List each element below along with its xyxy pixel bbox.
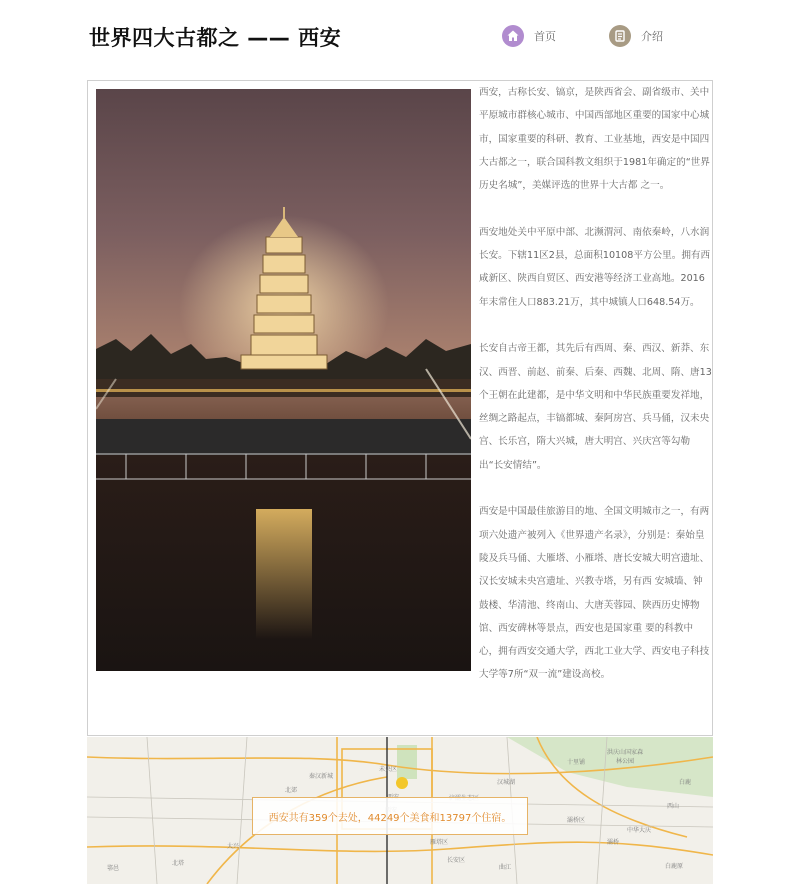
map-label: 西山 [667,803,680,810]
map-label: 灞桥区 [567,817,586,824]
map-label: 大兴 [227,843,240,850]
nav-home[interactable] [502,24,556,48]
map-label: 鄠邑 [107,865,120,872]
page-title: 世界四大古都之 —— 西安 [89,26,342,50]
document-icon [609,25,631,47]
map-label: 灞桥 [607,839,620,846]
map-label: 白鹿原 [665,863,684,870]
map-label: 雁塔区 [430,839,449,846]
nav-home-label: 首页 [534,30,556,43]
article-paragraph: 长安自古帝王都，其先后有西周、秦、西汉、新莽、东汉、西晋、前赵、前秦、后秦、西魏、北周、隋、唐13个王朝在此建都，是中华文明和中华民族重要发祥地，丝绸之路起点，丰镐都城、秦阿房宫、兵马俑，汉未央宫、长乐宫，隋大兴城，唐大明宫、兴庆宫等勾勒出“长安情结”。 [479,343,712,471]
map-label: 中华大庆 [627,827,652,834]
map-label: 十里铺 [567,759,586,766]
article-paragraph: 西安是中国最佳旅游目的地、全国文明城市之一，有两项六处遗产被列入《世界遗产名录》，分别是：秦始皇陵及兵马俑、大雁塔、小雁塔、唐长安城大明宫遗址、汉长安城未央宫遗址、兴教寺塔，另有西 安城墙、钟鼓楼、华清池、终南山、大唐芙蓉园、陕西历史博物馆、西安碑林等景点，西安也是国家重 要的科教中心，拥有西安交通大学，西北工业大学、西安电子科技大学等7所“双一流”建设高校。 [479,506,710,681]
map-label: 未央区 [379,766,398,773]
map-label: 长安区 [447,857,466,864]
map-label: 汉城湖 [497,779,516,786]
map-label: 曲江 [499,864,512,871]
giant-wild-goose-pagoda-photo [96,89,471,671]
home-icon [502,25,524,47]
nav-intro[interactable] [609,24,663,48]
article-paragraph: 西安地处关中平原中部、北濒渭河、南依秦岭，八水润长安。下辖11区2县，总面积10108平方公里。拥有西咸新区、陕西自贸区、西安港等经济工业高地。2016年末常住人口883.21万，其中城镇人口648.54万。 [479,226,711,308]
nav-intro-label: 介绍 [641,30,663,43]
map-label: 秦汉新城 [309,773,334,780]
map-label: 北塔 [172,860,185,867]
page-header [0,0,800,72]
map-label: 白鹿 [679,779,692,786]
map-label: 北郊 [285,787,298,794]
map-label: 洪庆山国家森林公园 [606,749,643,765]
article-card [87,80,713,736]
article-paragraph: 西安，古称长安、镐京，是陕西省会、副省级市、关中平原城市群核心城市、中国西部地区重要的国家中心城市，国家重要的科研、教育、工业基地，西安是中国四大古都之一，联合国科教文组织于1981年确定的“世界历史名城”，美媒评选的世界十大古都 之一。 [479,87,710,192]
city-map[interactable] [87,737,713,884]
map-summary-banner: 西安共有359个去处，44249个美食和13797个住宿。 [252,797,528,835]
